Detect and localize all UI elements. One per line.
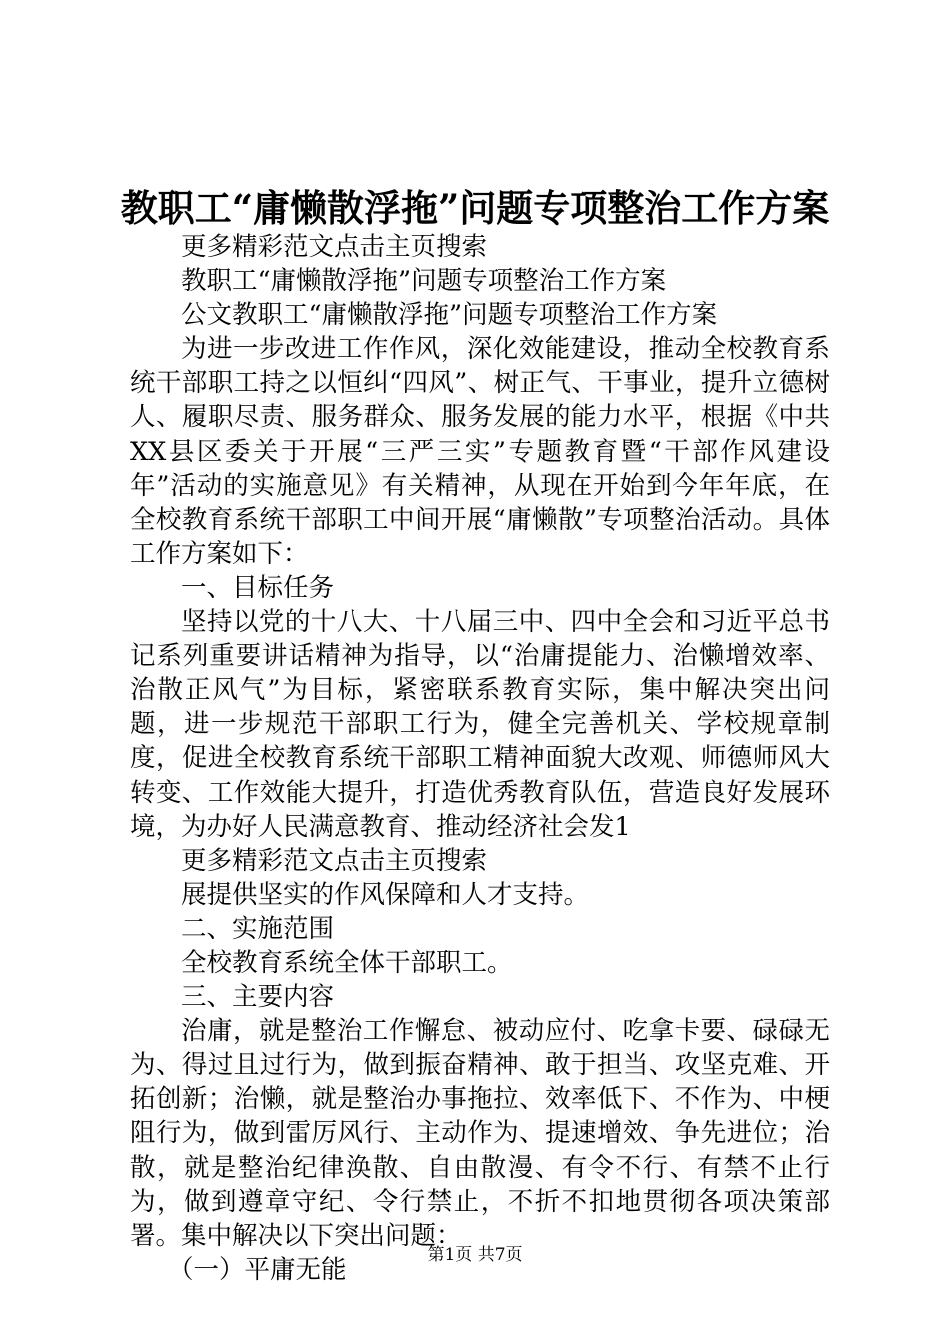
document-body	[130, 230, 830, 1287]
paragraph-more-link-2: 更多精彩范文点击主页搜索	[181, 845, 488, 876]
paragraph-goals-continued: 展提供坚实的作风保障和人才支持。	[181, 879, 590, 910]
page-number-footer: 第1页 共7页	[427, 1245, 523, 1265]
paragraph-scope: 全校教育系统全体干部职工。	[181, 947, 513, 978]
document-title: 教职工“庸懒散浮拖”问题专项整治工作方案	[120, 186, 830, 230]
section-heading-scope: 二、实施范围	[181, 913, 335, 944]
paragraph-intro: 为进一步改进工作作风，深化效能建设，推动全校教育系统干部职工持之以恒纠“四风”、树正气、干事业，提升立德树人、履职尽责、服务群众、服务发展的能力水平，根据《中共XX县区委关于开展“三严三实”专题教育暨“干部作风建设年”活动的实施意见》有关精神，从现在开始到今年年底，在全校教育系统干部职工中间开展“庸懒散”专项整治活动。具体工作方案如下：	[130, 334, 830, 569]
section-heading-content: 三、主要内容	[181, 982, 335, 1013]
paragraph-content: 治庸，就是整治工作懈怠、被动应付、吃拿卡要、碌碌无为、得过且过行为，做到振奋精神、敢于担当、攻坚克难、开拓创新；治懒，就是整治办事拖拉、效率低下、不作为、中梗阻行为，做到雷厉风行、主动作为、提速增效、争先进位；治散，就是整治纪律涣散、自由散漫、有令不行、有禁不止行为，做到遵章守纪、令行禁止，不折不扣地贯彻各项决策部署。集中解决以下突出问题：	[130, 1016, 830, 1251]
paragraph-official-title: 公文教职工“庸懒散浮拖”问题专项整治工作方案	[181, 300, 718, 331]
paragraph-more-link: 更多精彩范文点击主页搜索	[181, 232, 488, 262]
paragraph-goals: 坚持以党的十八大、十八届三中、四中全会和习近平总书记系列重要讲话精神为指导，以“治庸提能力、治懒增效率、治散正风气”为目标，紧密联系教育实际，集中解决突出问题，进一步规范干部职工行为，健全完善机关、学校规章制度，促进全校教育系统干部职工精神面貌大改观、师德师风大转变、工作效能大提升，打造优秀教育队伍，营造良好发展环境，为办好人民满意教育、推动经济社会发1	[130, 607, 830, 842]
subsection-heading-mediocrity: （一）平庸无能	[168, 1254, 347, 1285]
section-heading-goals: 一、目标任务	[181, 572, 335, 603]
paragraph-subtitle: 教职工“庸懒散浮拖”问题专项整治工作方案	[181, 266, 667, 297]
